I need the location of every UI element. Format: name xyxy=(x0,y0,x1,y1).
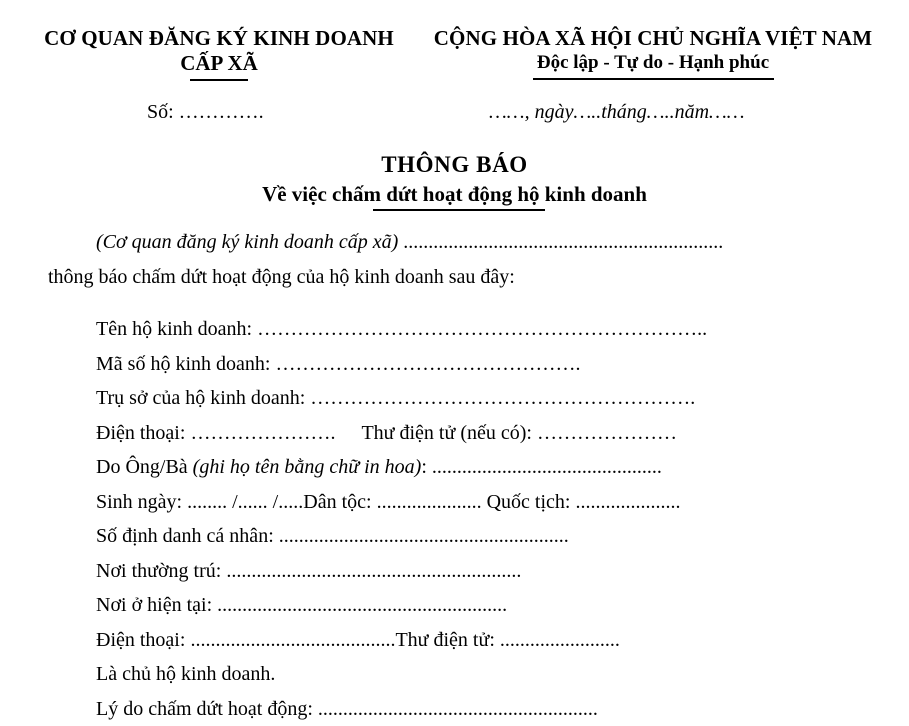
field-birth-ethnicity-nationality xyxy=(0,485,909,520)
authority-hint-text: (Cơ quan đăng ký kinh doanh cấp xã) xyxy=(96,231,398,253)
title-underline-rule xyxy=(373,209,545,211)
nationality-dotted-blank: ..................... xyxy=(570,491,680,513)
current-residence-dotted-blank: .......................................................... xyxy=(212,594,507,616)
owner-status-line: Là chủ hộ kinh doanh. xyxy=(0,657,909,692)
issuing-authority-line2: CẤP XÃ xyxy=(22,51,416,76)
business-name-label: Tên hộ kinh doanh: xyxy=(96,318,252,340)
issuing-authority-rule xyxy=(190,79,248,81)
authority-fill-line xyxy=(0,225,909,260)
document-title: THÔNG BÁO xyxy=(0,151,909,179)
ethnicity-label: Dân tộc: xyxy=(303,491,371,513)
owner-phone-label: Điện thoại: xyxy=(96,629,185,651)
ethnicity-dotted-blank: ..................... xyxy=(372,491,487,513)
title-block xyxy=(0,151,909,211)
termination-reason-label: Lý do chấm dứt hoạt động: xyxy=(96,698,313,720)
business-phone-dotted-blank: …………………. xyxy=(185,422,335,444)
field-permanent-residence xyxy=(0,554,909,589)
owner-phone-dotted-blank: ......................................... xyxy=(185,629,395,651)
field-business-contact xyxy=(0,416,909,451)
field-personal-id xyxy=(0,519,909,554)
business-phone-label: Điện thoại: xyxy=(96,422,185,444)
personal-id-label: Số định danh cá nhân: xyxy=(96,525,274,547)
statement-line: thông báo chấm dứt hoạt động của hộ kinh doanh sau đây: xyxy=(0,260,909,295)
field-business-name xyxy=(0,312,909,347)
owner-hint-text: (ghi họ tên bằng chữ in hoa) xyxy=(193,456,422,478)
business-code-label: Mã số hộ kinh doanh: xyxy=(96,353,270,375)
owner-label: Do Ông/Bà xyxy=(96,456,188,478)
business-email-label: Thư điện tử (nếu có): xyxy=(361,422,532,444)
field-business-code xyxy=(0,347,909,382)
owner-dotted-blank: .............................................. xyxy=(427,456,662,478)
document-date-field: ……, ngày…..tháng…..năm…… xyxy=(489,101,745,124)
birthdate-dotted-blank: ........ /...... /..... xyxy=(182,491,303,513)
document-body xyxy=(0,225,909,726)
issuing-authority-block xyxy=(22,26,416,81)
document-header xyxy=(0,0,909,81)
business-code-dotted-blank: ………………………………………. xyxy=(270,353,580,375)
field-business-address xyxy=(0,381,909,416)
birthdate-label: Sinh ngày: xyxy=(96,491,182,513)
owner-colon: : xyxy=(421,456,427,478)
permanent-residence-dotted-blank: ........................................................... xyxy=(221,560,521,582)
document-subtitle: Về việc chấm dứt hoạt động hộ kinh doanh xyxy=(0,181,909,208)
owner-email-dotted-blank: ........................ xyxy=(495,629,620,651)
reference-and-date-row xyxy=(0,101,909,135)
nationality-label: Quốc tịch: xyxy=(487,491,571,513)
field-current-residence xyxy=(0,588,909,623)
personal-id-dotted-blank: .......................................................... xyxy=(274,525,569,547)
business-address-dotted-blank: …………………………………………………. xyxy=(305,387,695,409)
authority-dotted-blank: ................................................................ xyxy=(398,231,723,253)
owner-email-label: Thư điện tử: xyxy=(395,629,494,651)
business-name-dotted-blank: ………………………………………………………….. xyxy=(252,318,707,340)
national-heading-block xyxy=(428,26,878,81)
national-motto: Độc lập - Tự do - Hạnh phúc xyxy=(428,51,878,75)
national-heading-line1: CỘNG HÒA XÃ HỘI CHỦ NGHĨA VIỆT NAM xyxy=(428,26,878,51)
field-termination-reason xyxy=(0,692,909,726)
issuing-authority-line1: CƠ QUAN ĐĂNG KÝ KINH DOANH xyxy=(22,26,416,51)
field-owner-contact xyxy=(0,623,909,658)
document-number-field: Số: …………. xyxy=(147,101,264,124)
business-address-label: Trụ sở của hộ kinh doanh: xyxy=(96,387,305,409)
field-owner-name xyxy=(0,450,909,485)
current-residence-label: Nơi ở hiện tại: xyxy=(96,594,212,616)
termination-reason-dotted-blank: ........................................................ xyxy=(313,698,598,720)
permanent-residence-label: Nơi thường trú: xyxy=(96,560,221,582)
business-email-dotted-blank: ………………… xyxy=(532,422,677,444)
national-motto-rule xyxy=(533,78,774,80)
